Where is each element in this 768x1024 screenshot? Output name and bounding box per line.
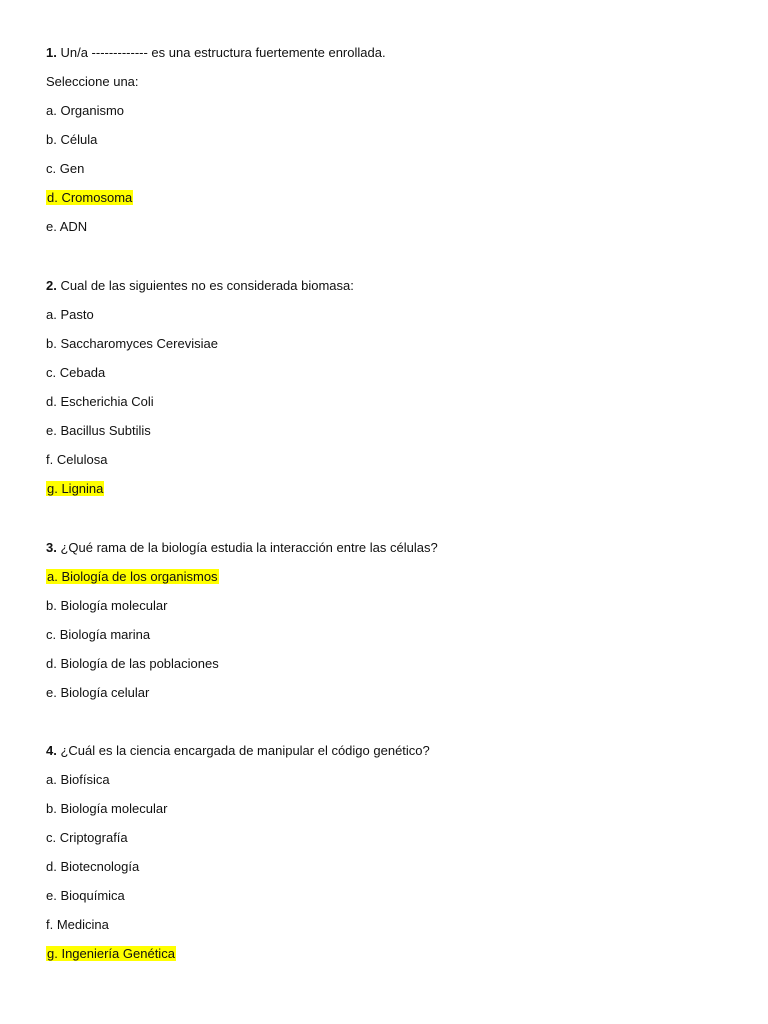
q2-option-g-highlighted: g. Lignina bbox=[47, 481, 104, 496]
q1-option-a bbox=[46, 102, 124, 120]
q3-option-c-label: c. Biología marina bbox=[46, 627, 151, 642]
q2-option-b bbox=[46, 335, 218, 353]
question-3 bbox=[46, 539, 438, 557]
question-4 bbox=[46, 742, 430, 760]
q1-option-c-label: c. Gen bbox=[46, 161, 85, 176]
question-4-text: ¿Cuál es la ciencia encargada de manipular el código genético? bbox=[60, 743, 430, 758]
q4-option-a bbox=[46, 771, 110, 789]
q1-option-e-label: e. ADN bbox=[46, 219, 88, 234]
question-4-number: 4. bbox=[46, 743, 57, 758]
q1-option-b bbox=[46, 131, 97, 149]
q3-option-c bbox=[46, 626, 150, 644]
question-3-number: 3. bbox=[46, 540, 57, 555]
q4-option-d-label: d. Biotecnología bbox=[46, 859, 140, 874]
q4-option-f-label: f. Medicina bbox=[46, 917, 109, 932]
question-1-number: 1. bbox=[46, 45, 57, 60]
q4-option-b bbox=[46, 800, 167, 818]
q2-option-e bbox=[46, 422, 151, 440]
q4-option-b-label: b. Biología molecular bbox=[46, 801, 168, 816]
q2-option-d bbox=[46, 393, 154, 411]
q2-option-c bbox=[46, 364, 105, 382]
q4-option-a-label: a. Biofísica bbox=[46, 772, 110, 787]
q2-option-e-label: e. Bacillus Subtilis bbox=[46, 423, 151, 438]
q3-option-a-highlighted: a. Biología de los organismos bbox=[47, 569, 218, 584]
question-1-text: Un/a ------------- es una estructura fuertemente enrollada. bbox=[60, 45, 386, 60]
q1-option-a-label: a. Organismo bbox=[46, 103, 125, 118]
q2-option-c-label: c. Cebada bbox=[46, 365, 106, 380]
q2-option-a bbox=[46, 306, 94, 324]
q1-option-d-highlighted: d. Cromosoma bbox=[47, 190, 133, 205]
question-3-text: ¿Qué rama de la biología estudia la interacción entre las células? bbox=[60, 540, 438, 555]
q2-option-a-label: a. Pasto bbox=[46, 307, 94, 322]
q4-option-c bbox=[46, 829, 128, 847]
q1-option-c bbox=[46, 160, 84, 178]
question-2 bbox=[46, 277, 354, 295]
q4-option-g-highlighted: g. Ingeniería Genética bbox=[47, 946, 175, 961]
q3-option-b bbox=[46, 597, 167, 615]
q3-option-a bbox=[46, 568, 219, 586]
q2-option-g bbox=[46, 480, 104, 498]
q2-option-f-label: f. Celulosa bbox=[46, 452, 108, 467]
question-1 bbox=[46, 44, 386, 62]
q3-option-b-label: b. Biología molecular bbox=[46, 598, 168, 613]
q3-option-e bbox=[46, 684, 149, 702]
q1-option-d bbox=[46, 189, 133, 207]
q2-option-b-label: b. Saccharomyces Cerevisiae bbox=[46, 336, 218, 351]
q3-option-e-label: e. Biología celular bbox=[46, 685, 150, 700]
q3-option-d-label: d. Biología de las poblaciones bbox=[46, 656, 219, 671]
question-2-text: Cual de las siguientes no es considerada biomasa: bbox=[60, 278, 354, 293]
q4-option-e bbox=[46, 887, 125, 905]
q1-option-b-label: b. Célula bbox=[46, 132, 98, 147]
q4-option-g bbox=[46, 945, 176, 963]
q3-option-d bbox=[46, 655, 219, 673]
question-2-number: 2. bbox=[46, 278, 57, 293]
question-1-prompt: Seleccione una: bbox=[46, 74, 139, 89]
q4-option-f bbox=[46, 916, 109, 934]
q2-option-d-label: d. Escherichia Coli bbox=[46, 394, 154, 409]
q4-option-d bbox=[46, 858, 139, 876]
q1-option-e bbox=[46, 218, 87, 236]
q4-option-e-label: e. Bioquímica bbox=[46, 888, 125, 903]
q2-option-f bbox=[46, 451, 107, 469]
q4-option-c-label: c. Criptografía bbox=[46, 830, 128, 845]
